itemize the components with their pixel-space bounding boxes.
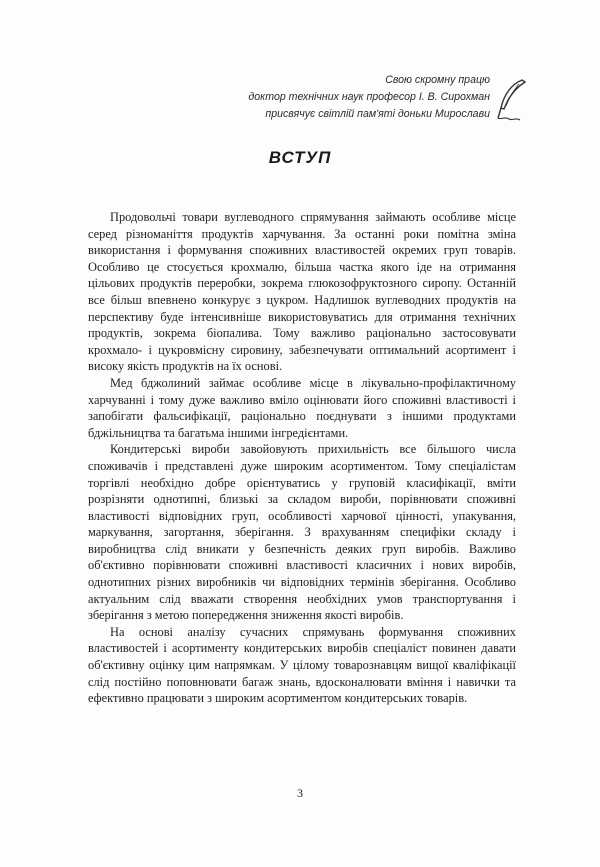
page-number: 3: [297, 786, 303, 800]
dedication-line: Свою скромну працю: [385, 74, 490, 86]
paragraph: Кондитерські вироби завойовують прихильність все більшого числа споживачів і представлені дуже широким асортиментом. Тому спеціалістам торгівлі необхідно добре орієнтуватись у груповій класифікації, вміти розрізняти однотипні, близькі за складом вироби, порівнювати споживні властивості відповідних груп, особливості харчової цінності, упакування, маркування, загортання, зберігання. З врахуванням специфіки складу і виробництва слід вникати у безпечність деяких груп виробів. Важливо об'єктивно порівнювати споживні властивості класичних і нових виробів, однотипних різних виробників чи відповідних термінів зберігання. Особливо актуальним слід вважати створення необхідних умов транспортування і зберігання з метою попередження зниження якості виробів.: [88, 442, 516, 623]
paragraph: Мед бджолиний займає особливе місце в лікувально-профілактичному харчуванні і тому дуже важливо вміло оцінювати його споживні властивості і запобігати фальсифікації, раціонально поєднувати з іншими продуктами бджільництва та багатьма іншими інгредієнтами.: [88, 375, 516, 440]
dedication-line: присвячує світлій пам'яті доньки Мирослави: [265, 108, 490, 120]
paragraph: Продовольчі товари вуглеводного спрямування займають особливе місце серед різноманіття продуктів харчування. За останні роки помітна зміна використання і формування споживних властивостей окремих груп товарів. Особливо це стосується крохмалю, більша частка якого іде на отримання цільових продуктів переробки, зокрема глюкозофруктозного сиропу. Останній все більш впевнено конкурує з цукром. Надлишок вуглеводних продуктів на перспективу буде інтенсивніше використовуватись для отримання технічних продуктів, зокрема біопалива. Тому важливо раціонально застосовувати крохмало- і цукровмісну сировину, забезпечувати оптимальний асортимент і високу якість продуктів на їх основі.: [88, 210, 516, 374]
dedication: [248, 72, 490, 123]
chapter-title: ВСТУП: [268, 148, 332, 167]
quill-pen-icon: [492, 78, 532, 124]
dedication-line: доктор технічних наук професор І. В. Сирохман: [248, 91, 490, 103]
body-text: [88, 209, 516, 707]
paragraph: На основі аналізу сучасних спрямувань формування споживних властивостей і асортименту кондитерських виробів спеціаліст повинен давати об'єктивну оцінку цим напрямкам. У цілому товарознавцям вищої кваліфікації слід постійно поповнювати багаж знань, вдосконалювати вміння і навички та ефективно працювати з широким асортиментом кондитерських товарів.: [88, 624, 516, 706]
